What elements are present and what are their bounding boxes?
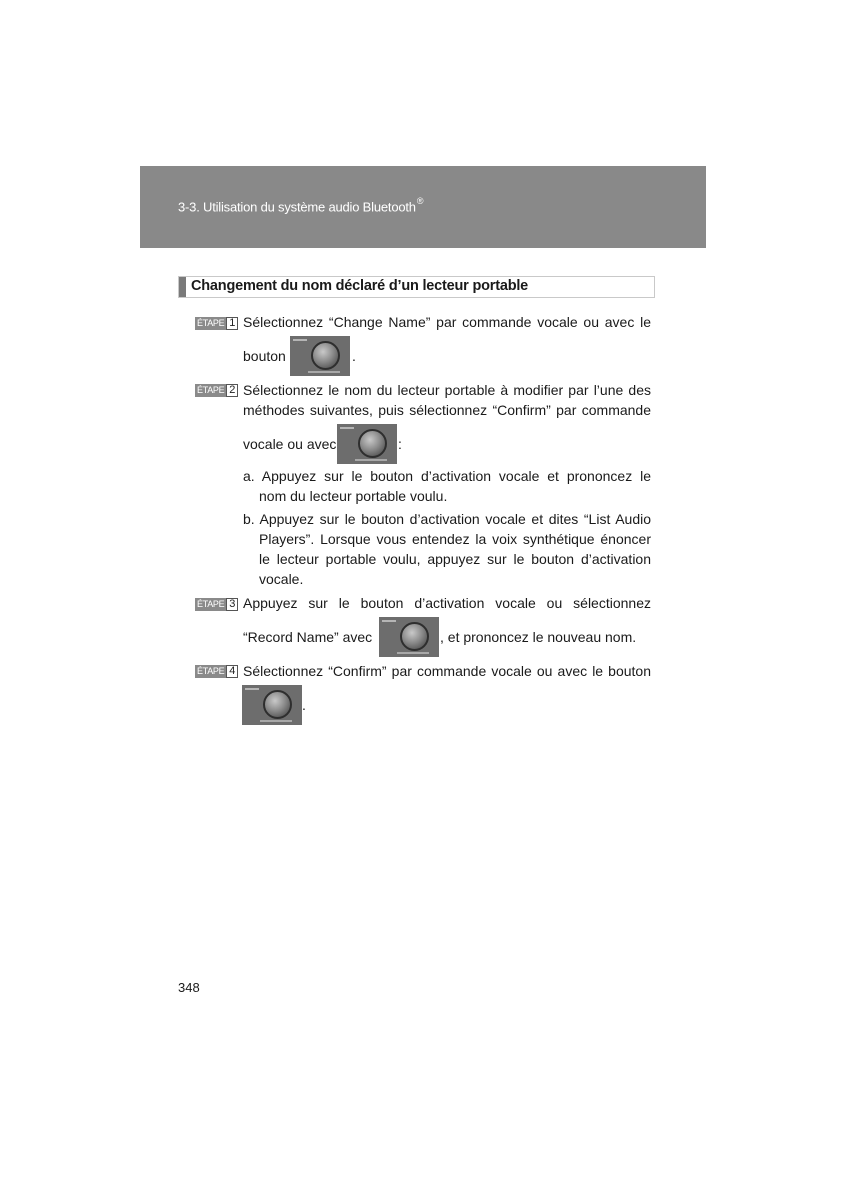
step-1-line-2-before: bouton xyxy=(243,348,286,364)
step-3-line-1: Appuyez sur le bouton d’activation vocale ou sélectionnez xyxy=(243,595,651,611)
step-2-number: 2 xyxy=(226,384,238,397)
step-3-number: 3 xyxy=(226,598,238,611)
step-1-marker xyxy=(195,317,238,330)
step-1-line-1: Sélectionnez “Change Name” par commande vocale ou avec le xyxy=(243,314,651,330)
option-b-line-4: vocale. xyxy=(259,571,304,587)
section-heading xyxy=(178,276,655,298)
step-3-marker xyxy=(195,598,238,611)
option-b-line-3: le lecteur portable voulu, appuyez sur le bouton d’activation xyxy=(259,551,651,567)
chapter-title-text: 3-3. Utilisation du système audio Bluetooth xyxy=(178,199,416,215)
step-4-marker xyxy=(195,665,238,678)
option-a-line-2: nom du lecteur portable voulu. xyxy=(259,488,448,504)
chapter-title xyxy=(178,198,423,214)
step-3-line-2-before: “Record Name” avec xyxy=(243,629,373,645)
option-a-line-1: a. Appuyez sur le bouton d’activation vocale et prononcez le xyxy=(243,468,651,484)
step-2-line-3-before: vocale ou avec xyxy=(243,436,337,452)
section-title: Changement du nom déclaré d’un lecteur portable xyxy=(191,278,529,294)
talk-switch-button-icon xyxy=(290,336,350,376)
step-3-label: ÉTAPE xyxy=(197,599,225,609)
step-1-line-2-after: . xyxy=(352,348,356,364)
step-2-line-1: Sélectionnez le nom du lecteur portable à modifier par l’une des xyxy=(243,382,651,398)
step-4-label: ÉTAPE xyxy=(197,666,225,676)
step-3-line-2-after: , et prononcez le nouveau nom. xyxy=(440,629,637,645)
talk-switch-button-icon xyxy=(242,685,302,725)
talk-switch-button-icon xyxy=(379,617,439,657)
option-b-line-1: b. Appuyez sur le bouton d’activation vocale et dites “List Audio xyxy=(243,511,651,527)
talk-switch-button-icon xyxy=(337,424,397,464)
registered-mark: ® xyxy=(416,196,424,206)
step-4-line-1: Sélectionnez “Confirm” par commande vocale ou avec le bouton xyxy=(243,663,651,679)
section-heading-bar xyxy=(179,277,186,297)
step-2-line-3-after: : xyxy=(398,436,402,452)
step-1-number: 1 xyxy=(226,317,238,330)
step-4-number: 4 xyxy=(226,665,238,678)
page-number: 348 xyxy=(178,980,200,995)
step-4-line-2-after: . xyxy=(302,697,306,713)
step-1-label: ÉTAPE xyxy=(197,318,225,328)
option-b-line-2: Players”. Lorsque vous entendez la voix synthétique énoncer xyxy=(259,531,651,547)
step-2-label: ÉTAPE xyxy=(197,385,225,395)
chapter-header xyxy=(140,166,706,248)
step-2-marker xyxy=(195,384,238,397)
step-2-line-2: méthodes suivantes, puis sélectionnez “Confirm” par commande xyxy=(243,402,651,418)
